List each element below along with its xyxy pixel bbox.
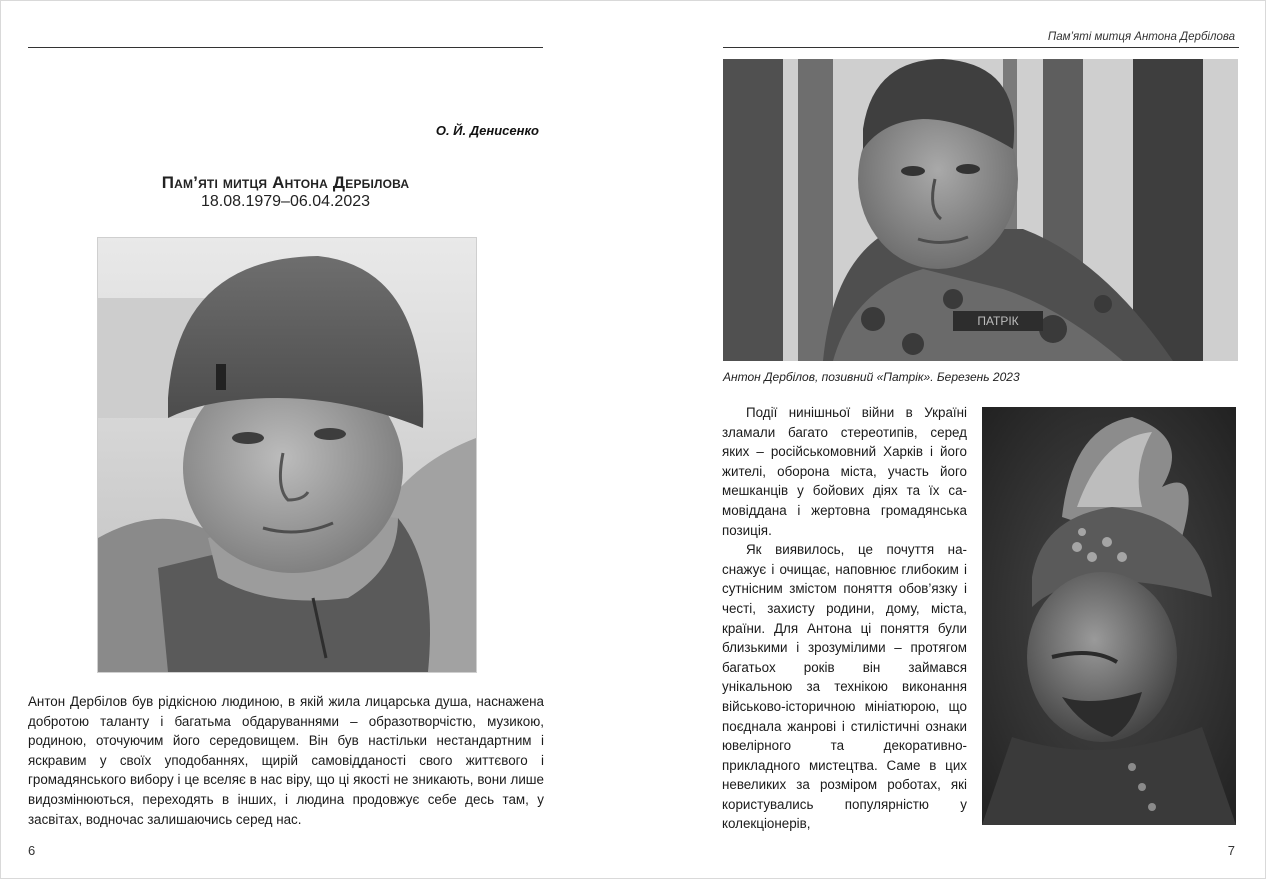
military-portrait-photo: [723, 59, 1238, 361]
body-paragraph-1: Події нинішньої війни в Україні зламали багато стереотипів, серед яких – російськомовний Харків і його жителі, оборона міста, участь його мешканців у бойових діях та їх самовіддана і жертовна громадянська позиція.: [722, 405, 967, 538]
page-number-left: 6: [28, 843, 36, 858]
author-name: О. Й. Денисенко: [435, 123, 539, 138]
photo-caption: Антон Дербілов, позивний «Патрік». Березень 2023: [723, 370, 1020, 384]
article-title-block: [88, 173, 483, 211]
patch-name-label: ПАТРІК: [977, 314, 1019, 328]
life-dates: 18.08.1979–06.04.2023: [200, 193, 371, 210]
body-text-column: [722, 403, 967, 834]
miniature-sculpture-photo: [982, 407, 1236, 825]
article-title: Пам’яті митця Антона Дербілова: [161, 173, 410, 192]
intro-paragraph-text: Антон Дербілов був рідкісною людиною, в якій жила лицарська душа, наснажена добротою таланту і багатьма обдаруваннями – образотворчістю, музикою, родиною, оточуючим його середовищем. Він був настільки нестандартним і яскравим у своїх уподобаннях, щирій самовідданості свого життєвого і громадянського вибору і це вселяє в нас віру, що ці якості не зникають, вони лише видозмінюються, переходять в інших, і людина продовжує себе десь там, у засвітах, водночас залишаючись серед нас.: [28, 694, 544, 827]
header-rule-left: [28, 47, 543, 48]
running-head: Пам’яті митця Антона Дербілова: [1047, 31, 1235, 43]
page-number-right: 7: [1227, 843, 1235, 858]
portrait-photo: [98, 238, 476, 672]
header-rule-right: [723, 47, 1239, 48]
intro-paragraph: [28, 692, 544, 829]
body-paragraph-2: Як виявилось, це почуття наснажує і очищає, наповнює глибоким і сутнісним змістом поняття обов’язку і честі, захисту родини, дому, міста, країни. Для Антона ці поняття були близькими і зрозумілими – протягом багатьох років він займався унікальною за технікою виконання військово-історичною мініатюрою, що поєднала жанрові і стилістичні ознаки ювелірного та декоративно-прикладного мистецтва. Саме в цих невеликих за розміром роботах, які користувались популярністю у колекціонерів,: [722, 542, 967, 832]
